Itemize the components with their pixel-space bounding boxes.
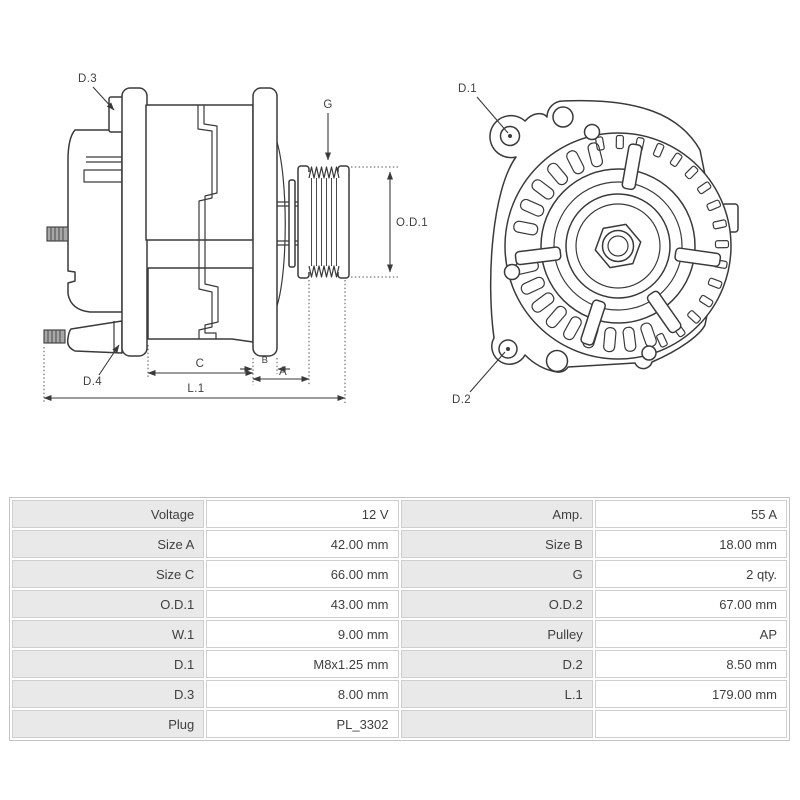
label-d4: D.4 [83,376,103,388]
side-view-drawing [44,73,428,403]
table-row [12,680,787,708]
table-row [12,560,787,588]
stator-body-bottom [148,268,253,342]
spec-label-cell: Size B [401,530,593,558]
label-d1: D.1 [458,83,478,95]
spec-label-cell: D.3 [12,680,204,708]
spec-label-cell: D.2 [401,650,593,678]
spec-value-cell: 18.00 mm [595,530,787,558]
label-c: C [195,358,205,370]
spec-value-cell: 12 V [206,500,398,528]
label-l1: L.1 [187,383,205,395]
spec-value-cell: 8.00 mm [206,680,398,708]
top-lug-hole [553,107,573,127]
spec-value-cell: 42.00 mm [206,530,398,558]
spec-label-cell: O.D.1 [12,590,204,618]
front-bracket [253,88,277,356]
label-d2: D.2 [452,394,472,406]
spec-value-cell: AP [595,620,787,648]
label-a: A [278,366,288,378]
spec-value-cell: M8x1.25 mm [206,650,398,678]
spec-label-cell: Plug [12,710,204,738]
label-od1: O.D.1 [396,217,429,229]
spec-label-cell [401,710,593,738]
rear-bracket [122,88,147,356]
terminal-stud-bottom [44,330,65,343]
shaft-washer [289,180,295,267]
spec-value-cell: 179.00 mm [595,680,787,708]
spec-value-cell: 8.50 mm [595,650,787,678]
spec-label-cell: Pulley [401,620,593,648]
front-view-drawing [452,83,738,406]
label-b: B [261,355,269,366]
spec-value-cell: 9.00 mm [206,620,398,648]
spec-value-cell: 43.00 mm [206,590,398,618]
spec-value-cell: 2 qty. [595,560,787,588]
spec-label-cell: Size A [12,530,204,558]
terminal-stud-top [47,227,68,241]
spec-label-cell: L.1 [401,680,593,708]
table-row [12,620,787,648]
table-row [12,590,787,618]
spec-label-cell: Voltage [12,500,204,528]
pulley [298,166,349,278]
spec-label-cell: W.1 [12,620,204,648]
label-d3: D.3 [78,73,98,85]
label-g: G [323,99,333,111]
table-row [12,530,787,558]
spec-label-cell: D.1 [12,650,204,678]
spec-label-cell: G [401,560,593,588]
table-row [12,500,787,528]
spec-table [9,497,790,741]
table-row [12,650,787,678]
spec-value-cell: 67.00 mm [595,590,787,618]
spec-label-cell: Size C [12,560,204,588]
spec-value-cell: 66.00 mm [206,560,398,588]
front-nose-curve [277,142,285,306]
spec-value-cell: PL_3302 [206,710,398,738]
spec-label-cell: O.D.2 [401,590,593,618]
spec-label-cell: Amp. [401,500,593,528]
spec-value-cell [595,710,787,738]
spec-value-cell: 55 A [595,500,787,528]
table-row [12,710,787,738]
